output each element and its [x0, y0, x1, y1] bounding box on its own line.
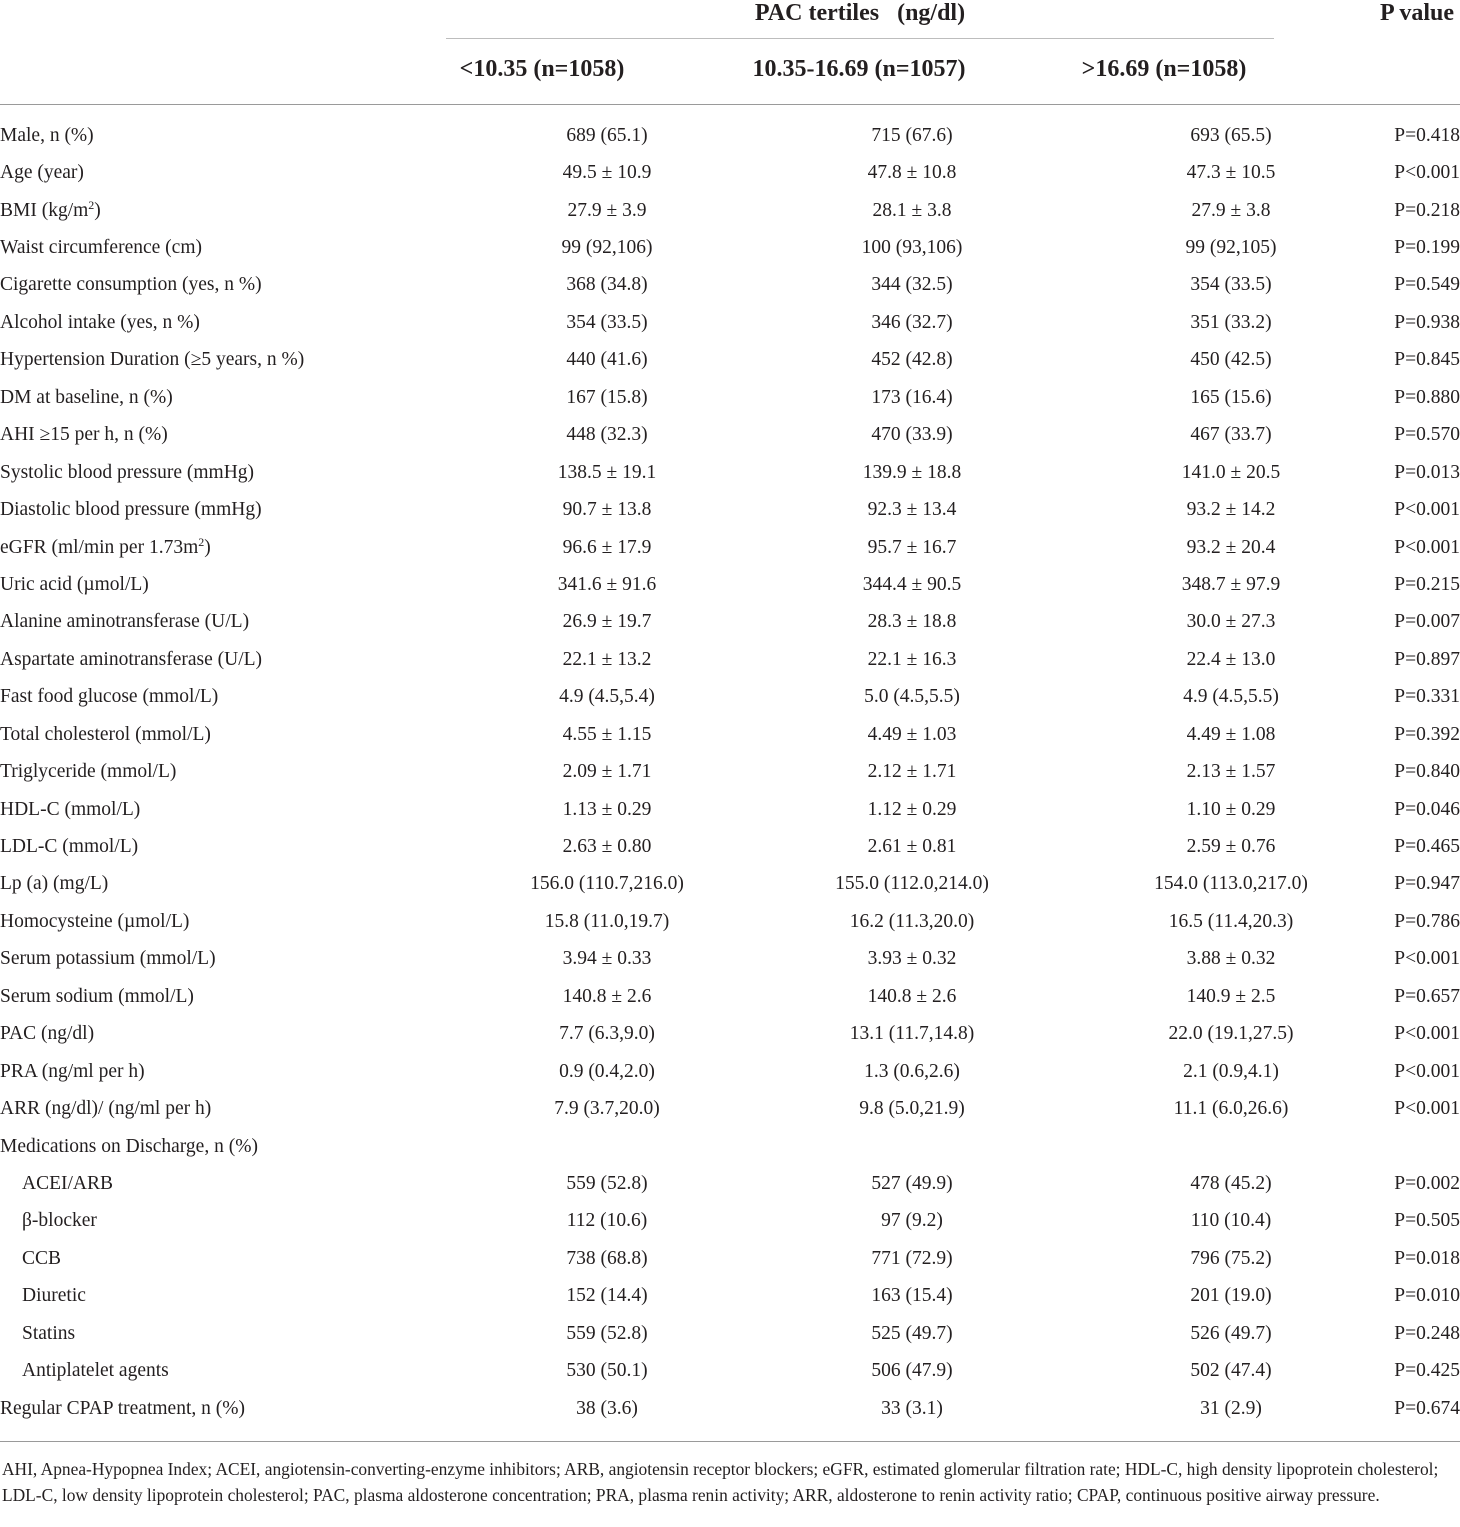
row-label: Alcohol intake (yes, n %) [0, 311, 200, 333]
value-tertile-3: 140.9 ± 2.5 [1186, 985, 1276, 1007]
value-tertile-1: 3.94 ± 0.33 [562, 948, 652, 970]
value-tertile-2: 139.9 ± 18.8 [862, 461, 962, 483]
table-row [0, 1128, 1460, 1165]
value-tertile-2: 5.0 (4.5,5.5) [864, 686, 960, 708]
row-label: Fast food glucose (mmol/L) [0, 686, 219, 708]
value-tertile-2: 506 (47.9) [871, 1360, 953, 1382]
header-bottom-rule [0, 104, 1460, 105]
p-value: P=0.018 [1394, 1247, 1460, 1269]
value-tertile-2: 527 (49.9) [871, 1172, 953, 1194]
row-label: CCB [22, 1247, 62, 1269]
pac-tertiles-header [446, 0, 1274, 38]
value-tertile-1: 152 (14.4) [566, 1285, 648, 1307]
value-tertile-2: 100 (93,106) [861, 237, 963, 259]
row-label: Cigarette consumption (yes, n %) [0, 274, 262, 296]
value-tertile-2: 9.8 (5.0,21.9) [859, 1098, 965, 1120]
value-tertile-1: 15.8 (11.0,19.7) [544, 910, 670, 932]
p-value: P=0.549 [1394, 274, 1460, 296]
value-tertile-1: 167 (15.8) [566, 386, 648, 408]
p-value: P=0.840 [1394, 761, 1460, 783]
col2-header: 10.35-16.69 (n=1057) [752, 56, 966, 82]
table-row [0, 978, 1460, 1015]
p-value: P=0.218 [1394, 199, 1460, 221]
value-tertile-3: 27.9 ± 3.8 [1191, 199, 1271, 221]
table-row [0, 417, 1460, 454]
row-label: HDL-C (mmol/L) [0, 798, 141, 820]
value-tertile-3: 354 (33.5) [1190, 274, 1272, 296]
value-tertile-3: 30.0 ± 27.3 [1186, 611, 1276, 633]
value-tertile-3: 502 (47.4) [1190, 1360, 1272, 1382]
row-label: LDL-C (mmol/L) [0, 836, 139, 858]
row-label: β-blocker [22, 1210, 97, 1232]
row-label: Lp (a) (mg/L) [0, 873, 109, 895]
value-tertile-3: 2.13 ± 1.57 [1186, 761, 1276, 783]
group-title: PAC tertiles [754, 0, 880, 26]
p-value: P<0.001 [1394, 499, 1460, 521]
value-tertile-1: 96.6 ± 17.9 [562, 536, 652, 558]
table-row [0, 753, 1460, 790]
value-tertile-1: 140.8 ± 2.6 [562, 985, 652, 1007]
p-value: P=0.007 [1394, 611, 1460, 633]
p-value: P=0.392 [1394, 723, 1460, 745]
table-body [0, 117, 1460, 1427]
table-row [0, 1165, 1460, 1202]
group-unit: (ng/dl) [897, 0, 966, 26]
value-tertile-2: 97 (9.2) [881, 1210, 943, 1232]
value-tertile-2: 28.1 ± 3.8 [872, 199, 952, 221]
value-tertile-2: 47.8 ± 10.8 [867, 162, 957, 184]
p-value: P=0.880 [1394, 386, 1460, 408]
value-tertile-1: 559 (52.8) [566, 1172, 648, 1194]
p-value-header: P value [1379, 0, 1454, 26]
row-label: PRA (ng/ml per h) [0, 1060, 145, 1082]
value-tertile-1: 38 (3.6) [576, 1397, 638, 1419]
value-tertile-3: 526 (49.7) [1190, 1322, 1272, 1344]
p-value: P=0.331 [1394, 686, 1460, 708]
value-tertile-3: 467 (33.7) [1190, 424, 1272, 446]
table-row [0, 154, 1460, 191]
row-label: DM at baseline, n (%) [0, 386, 173, 408]
value-tertile-1: 341.6 ± 91.6 [557, 573, 657, 595]
p-value: P=0.013 [1394, 461, 1460, 483]
row-label: Age (year) [0, 162, 84, 184]
value-tertile-1: 354 (33.5) [566, 311, 648, 333]
p-value: P<0.001 [1394, 948, 1460, 970]
p-value: P=0.657 [1394, 985, 1460, 1007]
p-value: P=0.938 [1394, 311, 1460, 333]
value-tertile-2: 346 (32.7) [871, 311, 953, 333]
row-label: Statins [22, 1322, 76, 1344]
table-row [0, 679, 1460, 716]
value-tertile-2: 140.8 ± 2.6 [867, 985, 957, 1007]
row-label: Aspartate aminotransferase (U/L) [0, 648, 263, 670]
table-row [0, 1090, 1460, 1127]
value-tertile-3: 16.5 (11.4,20.3) [1168, 910, 1294, 932]
value-tertile-2: 771 (72.9) [871, 1247, 953, 1269]
value-tertile-2: 173 (16.4) [871, 386, 953, 408]
row-label: BMI $(kg/m^2)$ [0, 197, 101, 221]
row-label: Uric acid (µmol/L) [0, 573, 149, 595]
header-subrule [446, 38, 1274, 39]
value-tertile-2: 28.3 ± 18.8 [867, 611, 957, 633]
p-value: P=0.425 [1394, 1360, 1460, 1382]
value-tertile-1: 530 (50.1) [566, 1360, 648, 1382]
row-label: Systolic blood pressure (mmHg) [0, 461, 255, 483]
table-row [0, 828, 1460, 865]
table-row [0, 229, 1460, 266]
table-row [0, 491, 1460, 528]
value-tertile-2: 344.4 ± 90.5 [862, 573, 962, 595]
value-tertile-2: 470 (33.9) [871, 424, 953, 446]
table-footnote: AHI, Apnea-Hypopnea Index; ACEI, angiotensin-converting-enzyme inhibitors; ARB, angiotensin receptor blockers; eGFR, estimated glomerular filtration rate; HDL-C, high density lipoprotein cholesterol; LDL-C, low density lipoprotein cholesterol; PAC, plasma aldosterone concentration; PRA, plasma renin activity; ARR, aldosterone to renin activity ratio; CPAP, continuous positive airway pressure. [2, 1459, 1439, 1505]
value-tertile-2: 16.2 (11.3,20.0) [849, 910, 975, 932]
value-tertile-3: 93.2 ± 20.4 [1186, 536, 1276, 558]
value-tertile-2: 4.49 ± 1.03 [867, 723, 957, 745]
table-row [0, 342, 1460, 379]
value-tertile-1 [462, 1128, 752, 1165]
table-row [0, 604, 1460, 641]
value-tertile-2: 33 (3.1) [881, 1397, 943, 1419]
value-tertile-3: 1.10 ± 0.29 [1186, 798, 1276, 820]
p-value [1390, 1128, 1460, 1165]
table-row [0, 1352, 1460, 1389]
table-row [0, 1390, 1460, 1427]
table-row [0, 941, 1460, 978]
value-tertile-1: 7.9 (3.7,20.0) [554, 1098, 660, 1120]
table-row [0, 1016, 1460, 1053]
value-tertile-1: 1.13 ± 0.29 [562, 798, 652, 820]
value-tertile-1: 2.63 ± 0.80 [562, 836, 652, 858]
value-tertile-1: 559 (52.8) [566, 1322, 648, 1344]
value-tertile-1: 0.9 (0.4,2.0) [559, 1060, 655, 1082]
p-value: P<0.001 [1394, 162, 1460, 184]
p-value: P=0.002 [1394, 1172, 1460, 1194]
row-label: Waist circumference (cm) [0, 237, 202, 259]
value-tertile-2: 525 (49.7) [871, 1322, 953, 1344]
value-tertile-1: 49.5 ± 10.9 [562, 162, 652, 184]
table-row [0, 192, 1460, 229]
value-tertile-3: 796 (75.2) [1190, 1247, 1272, 1269]
row-label: Diuretic [22, 1285, 86, 1307]
row-label: Male, n (%) [0, 124, 94, 146]
col3-header: >16.69 (n=1058) [1081, 56, 1247, 82]
value-tertile-2: 2.12 ± 1.71 [867, 761, 957, 783]
p-value: P=0.845 [1394, 349, 1460, 371]
value-tertile-3: 4.9 (4.5,5.5) [1183, 686, 1279, 708]
value-tertile-3: 4.49 ± 1.08 [1186, 723, 1276, 745]
p-value: P=0.674 [1394, 1397, 1460, 1419]
value-tertile-3: 110 (10.4) [1190, 1210, 1272, 1232]
row-label: Serum potassium (mmol/L) [0, 948, 216, 970]
table-row [0, 641, 1460, 678]
table-row [0, 716, 1460, 753]
value-tertile-3: 47.3 ± 10.5 [1186, 162, 1276, 184]
row-label: Medications on Discharge, n (%) [0, 1135, 258, 1157]
p-value: P=0.505 [1394, 1210, 1460, 1232]
row-label: Regular CPAP treatment, n (%) [0, 1397, 245, 1419]
col1-header: <10.35 (n=1058) [459, 56, 625, 82]
row-label: Alanine aminotransferase (U/L) [0, 611, 250, 633]
value-tertile-1: 22.1 ± 13.2 [562, 648, 652, 670]
table-row [0, 791, 1460, 828]
table-row [0, 1053, 1460, 1090]
value-tertile-1: 27.9 ± 3.9 [567, 199, 647, 221]
value-tertile-2: 92.3 ± 13.4 [867, 499, 957, 521]
table-row [0, 903, 1460, 940]
value-tertile-1: 689 (65.1) [566, 124, 648, 146]
value-tertile-3: 201 (19.0) [1190, 1285, 1272, 1307]
p-value: P=0.897 [1394, 648, 1460, 670]
value-tertile-1: 138.5 ± 19.1 [557, 461, 657, 483]
p-value: P<0.001 [1394, 1023, 1460, 1045]
table-row [0, 1240, 1460, 1277]
table-row [0, 454, 1460, 491]
value-tertile-2: 155.0 (112.0,214.0) [835, 873, 989, 895]
value-tertile-3: 2.59 ± 0.76 [1186, 836, 1276, 858]
value-tertile-2: 163 (15.4) [871, 1285, 953, 1307]
row-label: Triglyceride (mmol/L) [0, 761, 177, 783]
table-row [0, 379, 1460, 416]
value-tertile-3: 693 (65.5) [1190, 124, 1272, 146]
value-tertile-2: 95.7 ± 16.7 [867, 536, 957, 558]
value-tertile-3: 450 (42.5) [1190, 349, 1272, 371]
row-label: Total cholesterol (mmol/L) [0, 723, 211, 745]
p-value: P=0.418 [1394, 124, 1460, 146]
value-tertile-1: 90.7 ± 13.8 [562, 499, 652, 521]
value-tertile-3: 2.1 (0.9,4.1) [1183, 1060, 1279, 1082]
value-tertile-3: 478 (45.2) [1190, 1172, 1272, 1194]
p-value: P=0.199 [1394, 237, 1460, 259]
value-tertile-1: 99 (92,106) [561, 237, 653, 259]
value-tertile-2: 1.3 (0.6,2.6) [864, 1060, 960, 1082]
table-row [0, 1203, 1460, 1240]
value-tertile-2: 344 (32.5) [871, 274, 953, 296]
p-value: P=0.465 [1394, 836, 1460, 858]
table-row [0, 304, 1460, 341]
value-tertile-2: 22.1 ± 16.3 [867, 648, 957, 670]
row-label: eGFR (ml/min per $1.73m^2$) [0, 534, 211, 558]
value-tertile-3: 165 (15.6) [1190, 386, 1272, 408]
table-row [0, 866, 1460, 903]
value-tertile-1: 7.7 (6.3,9.0) [559, 1023, 655, 1045]
table-row [0, 117, 1460, 154]
value-tertile-2: 13.1 (11.7,14.8) [849, 1023, 975, 1045]
value-tertile-1: 2.09 ± 1.71 [562, 761, 652, 783]
value-tertile-3: 22.0 (19.1,27.5) [1168, 1023, 1294, 1045]
value-tertile-3: 154.0 (113.0,217.0) [1154, 873, 1308, 895]
value-tertile-3: 351 (33.2) [1190, 311, 1272, 333]
table-row [0, 1315, 1460, 1352]
row-label: AHI ≥15 per h, n (%) [0, 424, 168, 446]
value-tertile-3: 348.7 ± 97.9 [1181, 573, 1281, 595]
value-tertile-2 [752, 1128, 1072, 1165]
table-bottom-rule [0, 1441, 1460, 1442]
value-tertile-1: 112 (10.6) [566, 1210, 648, 1232]
row-label: Serum sodium (mmol/L) [0, 985, 194, 1007]
value-tertile-1: 4.55 ± 1.15 [562, 723, 652, 745]
p-value: P=0.570 [1394, 424, 1460, 446]
p-value: P=0.947 [1394, 873, 1460, 895]
table-row [0, 1278, 1460, 1315]
p-value: P<0.001 [1394, 536, 1460, 558]
row-label: ARR (ng/dl)/ (ng/ml per h) [0, 1098, 212, 1120]
value-tertile-3: 93.2 ± 14.2 [1186, 499, 1276, 521]
value-tertile-1: 368 (34.8) [566, 274, 648, 296]
row-label: Homocysteine (µmol/L) [0, 910, 190, 932]
table-row [0, 566, 1460, 603]
row-label: Hypertension Duration (≥5 years, n %) [0, 349, 305, 371]
p-value: P=0.046 [1394, 798, 1460, 820]
value-tertile-3: 11.1 (6.0,26.6) [1173, 1098, 1289, 1120]
value-tertile-3: 22.4 ± 13.0 [1186, 648, 1276, 670]
table-row [0, 529, 1460, 566]
value-tertile-1: 4.9 (4.5,5.4) [559, 686, 655, 708]
row-label: ACEI/ARB [22, 1172, 114, 1194]
value-tertile-1: 156.0 (110.7,216.0) [530, 873, 684, 895]
value-tertile-3 [1072, 1128, 1390, 1165]
value-tertile-3: 141.0 ± 20.5 [1181, 461, 1281, 483]
p-value: P=0.786 [1394, 910, 1460, 932]
p-value: P<0.001 [1394, 1098, 1460, 1120]
value-tertile-1: 26.9 ± 19.7 [562, 611, 652, 633]
p-value: P=0.010 [1394, 1285, 1460, 1307]
value-tertile-3: 99 (92,105) [1185, 237, 1277, 259]
row-label: Antiplatelet agents [22, 1360, 169, 1382]
table-row [0, 267, 1460, 304]
p-value: P<0.001 [1394, 1060, 1460, 1082]
row-label: PAC (ng/dl) [0, 1023, 95, 1045]
value-tertile-3: 31 (2.9) [1200, 1397, 1262, 1419]
p-value: P=0.215 [1394, 573, 1460, 595]
baseline-table [0, 117, 1460, 1427]
value-tertile-2: 1.12 ± 0.29 [867, 798, 957, 820]
value-tertile-2: 2.61 ± 0.81 [867, 836, 957, 858]
value-tertile-2: 452 (42.8) [871, 349, 953, 371]
value-tertile-3: 3.88 ± 0.32 [1186, 948, 1276, 970]
p-value: P=0.248 [1394, 1322, 1460, 1344]
value-tertile-1: 448 (32.3) [566, 424, 648, 446]
value-tertile-1: 440 (41.6) [566, 349, 648, 371]
value-tertile-1: 738 (68.8) [566, 1247, 648, 1269]
value-tertile-2: 715 (67.6) [871, 124, 953, 146]
value-tertile-2: 3.93 ± 0.32 [867, 948, 957, 970]
row-label: Diastolic blood pressure (mmHg) [0, 499, 262, 521]
